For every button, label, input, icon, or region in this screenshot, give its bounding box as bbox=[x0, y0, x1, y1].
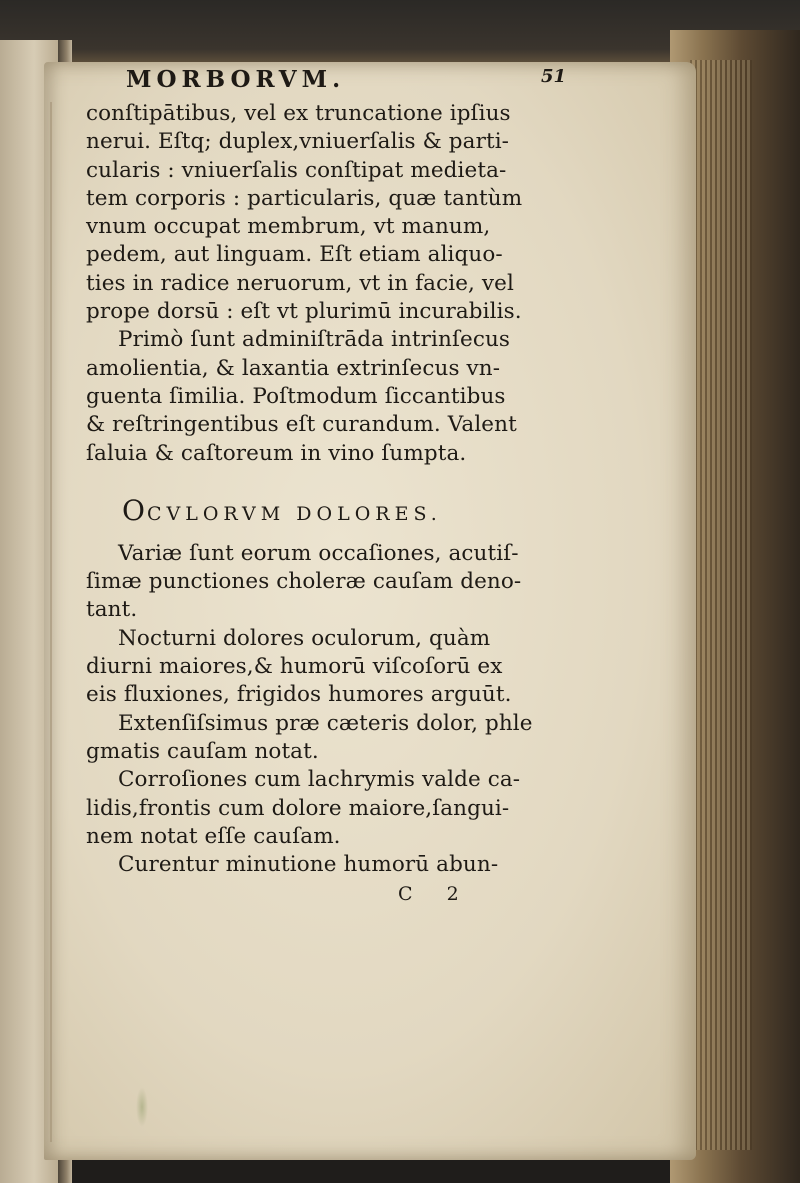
text-line: & reſtringentibus eſt curandum. Valent bbox=[86, 412, 517, 438]
page-number: 51 bbox=[541, 66, 567, 87]
text-line: amolientia, & laxantia extrinſecus vn- bbox=[86, 355, 501, 381]
text-line: cularis : vniuerſalis conſtipat medieta- bbox=[86, 157, 507, 183]
text-line: Curentur minutione humorū abun- bbox=[118, 852, 499, 878]
text-line: nerui. Eſtq; duplex,vniuerſalis & parti- bbox=[86, 129, 510, 155]
text-line: pedem, aut linguam. Eſt etiam aliquo- bbox=[86, 242, 503, 268]
text-line: Primò ſunt adminiſtrāda intrinſecus bbox=[118, 327, 511, 353]
paragraph-4 bbox=[86, 625, 606, 710]
paragraph-2 bbox=[86, 326, 606, 467]
text-line: vnum occupat membrum, vt manum, bbox=[86, 214, 491, 240]
paragraph-1 bbox=[86, 100, 606, 326]
text-line: Nocturni dolores oculorum, quàm bbox=[118, 625, 491, 651]
text-line: tant. bbox=[86, 597, 138, 623]
text-line: ſaluia & caſtoreum in vino ſumpta. bbox=[86, 440, 467, 466]
text-line: tem corporis : particularis, quæ tantùm bbox=[86, 185, 523, 211]
text-line: diurni maiores,& humorū viſcoſorū ex bbox=[86, 654, 503, 680]
text-line: Extenſiſsimus præ cæteris dolor, phle bbox=[118, 710, 533, 736]
text-line: gmatis cauſam notat. bbox=[86, 738, 319, 764]
section-heading-initial: O bbox=[122, 493, 147, 527]
page-stain bbox=[136, 1087, 148, 1127]
text-line: Corroſiones cum lachrymis valde ca- bbox=[118, 767, 521, 793]
paragraph-3 bbox=[86, 540, 606, 625]
paragraph-6 bbox=[86, 766, 606, 851]
text-line: nem notat eſſe cauſam. bbox=[86, 823, 341, 849]
paragraph-5 bbox=[86, 710, 606, 767]
text-line: ſimæ punctiones choleræ cauſam deno- bbox=[86, 569, 522, 595]
text-line: lidis,frontis cum dolore maiore,ſangui- bbox=[86, 795, 510, 821]
text-line: conſtipātibus, vel ex truncatione ipſius bbox=[86, 101, 511, 126]
page-text bbox=[86, 60, 606, 909]
section-heading bbox=[86, 486, 606, 536]
paragraph-7 bbox=[86, 851, 606, 879]
section-heading-text: CVLORVM DOLORES. bbox=[146, 502, 442, 525]
text-line: eis fluxiones, frigidos humores arguūt. bbox=[86, 682, 512, 708]
page-stack-texture bbox=[690, 60, 752, 1150]
text-line: prope dorsū : eſt vt plurimū incurabilis. bbox=[86, 299, 522, 325]
text-line: ties in radice neruorum, vt in facie, vel bbox=[86, 270, 514, 296]
running-head bbox=[86, 60, 606, 100]
signature-mark: C 2 bbox=[398, 883, 473, 906]
text-line: guenta ſimilia. Poſtmodum ſiccantibus bbox=[86, 383, 506, 409]
running-head-title: MORBORVM. bbox=[126, 66, 346, 93]
text-line: Variæ ſunt eorum occaſiones, acutiſ- bbox=[118, 540, 519, 566]
page-margin-rule bbox=[50, 102, 52, 1142]
